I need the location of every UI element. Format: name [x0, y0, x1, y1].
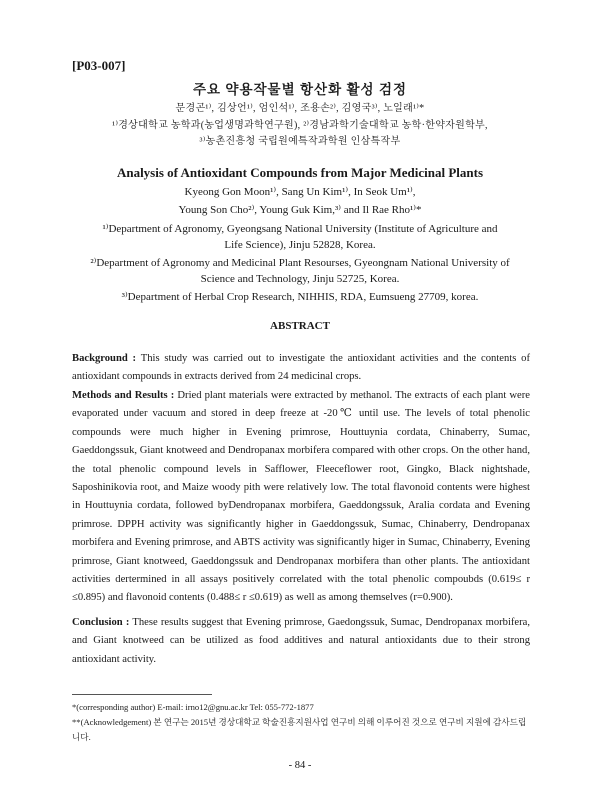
abstract-code: [P03-007] — [72, 58, 126, 73]
english-affiliation-1a: ¹⁾Department of Agronomy, Gyeongsang National University (Institute of Agriculture and — [102, 223, 498, 235]
page-number: - 84 - — [288, 760, 312, 771]
english-authors-2: Young Son Cho²⁾, Young Guk Kim,³⁾ and Il Rae Rho¹⁾* — [178, 204, 422, 216]
conclusion-paragraph — [72, 614, 530, 669]
conclusion-label: Conclusion : — [72, 617, 130, 628]
korean-affiliation-2: ³⁾농촌진흥청 국립원예특작과학원 인삼특작부 — [199, 136, 401, 147]
korean-title: 주요 약용작물별 항산화 활성 검정 — [192, 82, 408, 97]
methods-paragraph — [72, 387, 530, 608]
conclusion-text: These results suggest that Evening primrose, Gaedongssuk, Sumac, Dendropanax morbifera, and Giant knotweed can be utilized as food additives and natural antioxidants due to their strong antioxidant activity. — [72, 617, 530, 665]
footnote-divider — [72, 694, 212, 695]
footnote-corresponding: *(corresponding author) E-mail: irno12@gnu.ac.kr Tel: 055-772-1877 — [72, 702, 314, 712]
english-authors-1: Kyeong Gon Moon¹⁾, Sang Un Kim¹⁾, In Seok Um¹⁾, — [184, 186, 416, 198]
english-affiliation-3: ³⁾Department of Herbal Crop Research, NIHHIS, RDA, Eumsueng 27709, korea. — [121, 291, 479, 303]
abstract-heading: ABSTRACT — [270, 320, 330, 332]
background-label: Background : — [72, 353, 137, 364]
methods-label: Methods and Results : — [72, 390, 175, 401]
english-affiliation-2a: ²⁾Department of Agronomy and Medicinal Plant Resourses, Gyeongnam National University of — [90, 257, 510, 269]
korean-affiliation-1: ¹⁾경상대학교 농학과(농업생명과학연구원), ²⁾경남과학기술대학교 농학·한약자원학부, — [112, 120, 488, 131]
footnote-acknowledgement: **(Acknowledgement) 본 연구는 2015년 경상대학교 학술진흥지원사업 연구비 의해 이루어진 것으로 연구비 지원에 감사드립니다. — [72, 717, 527, 742]
english-affiliation-2b: Science and Technology, Jinju 52725, Korea. — [200, 273, 400, 285]
korean-authors: 문경곤¹⁾, 김상언¹⁾, 엄인석¹⁾, 조용손²⁾, 김영국³⁾, 노일래¹⁾* — [175, 103, 425, 114]
methods-text: Dried plant materials were extracted by methanol. The extracts of each plant were evaporated under vacuum and stored in deep freeze at -20℃ until use. The levels of total phenolic compounds were much higher in Evening primrose, Houttuynia cordata, Chinaberry, Sumac, Gaeddongssuk, Giant knotweed and Dendropanax morbifera compared with other crops. On the other hand, the total phenolic compound levels in Safflower, Fleeceflower root, Gingko, Black nightshade, Saposhinikovia root, and Maize woody pith were relatively low. The total flavonoid contents were highest in Houttuynia cordata, followed byDendropanax morbifera, Gaeddongssuk, Aralia cordata and Evening primrose. DPPH activity was significantly higher in Gaeddongssuk, Sumac, Chinaberry, Dendropanax morbifera and Evening primrose, and ABTS activity was significantly higer in Sumac, Chinaberry, Evening primrose, Giant knotweed, Gaeddongssuk and Dendropanax morbifera than other plants. The antioxidant activities dertermined in all assays positively correlated with the total phenolic compoubds (0.619≤ r ≤0.895) and flavonoid contents (0.488≤ r ≤0.619) as well as among themselves (r=0.900). — [72, 390, 530, 604]
background-paragraph — [72, 350, 530, 387]
english-affiliation-1b: Life Science), Jinju 52828, Korea. — [224, 239, 376, 251]
background-text: This study was carried out to investigate the antioxidant activities and the contents of antioxidant compounds in extracts derived from 24 medicinal crops. — [72, 353, 530, 383]
english-title: Analysis of Antioxidant Compounds from Major Medicinal Plants — [116, 165, 484, 180]
